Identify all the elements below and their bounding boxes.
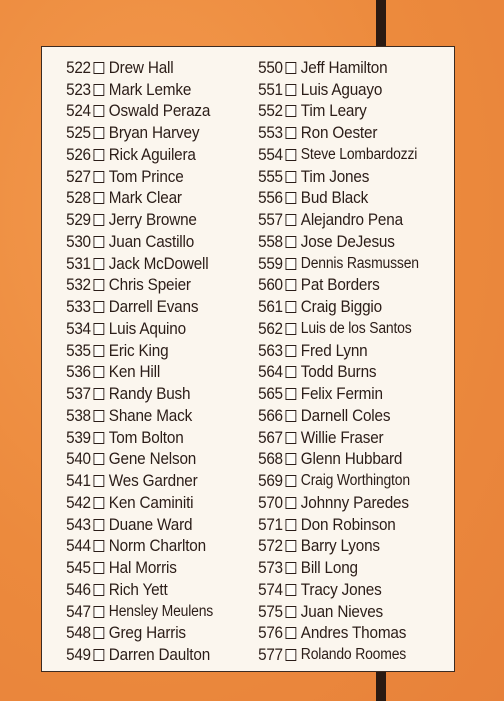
checkbox[interactable]	[286, 236, 297, 248]
checkbox[interactable]	[286, 627, 297, 639]
player-name: Luis Aguayo	[300, 79, 383, 99]
checklist-row	[62, 601, 213, 623]
card-number: 562	[258, 318, 283, 338]
player-name: Rick Aguilera	[108, 144, 196, 164]
player-name: Don Robinson	[300, 514, 396, 534]
checklist-row	[254, 383, 419, 405]
card-number: 539	[66, 427, 91, 447]
player-name: Tracy Jones	[300, 579, 382, 599]
checklist-row	[254, 492, 419, 514]
card-number: 553	[258, 123, 283, 143]
card-number: 542	[66, 492, 91, 512]
card-number: 556	[258, 188, 283, 208]
player-name: Juan Nieves	[300, 601, 384, 621]
checklist-row	[254, 144, 419, 166]
checklist-row	[254, 188, 419, 210]
card-number: 524	[66, 101, 91, 121]
checkbox[interactable]	[94, 410, 105, 422]
player-name: Norm Charlton	[108, 536, 206, 556]
checkbox[interactable]	[94, 475, 105, 487]
card-number: 527	[66, 166, 91, 186]
checkbox[interactable]	[286, 562, 297, 574]
player-name: Greg Harris	[108, 623, 186, 643]
checkbox[interactable]	[94, 127, 105, 139]
checkbox[interactable]	[94, 301, 105, 313]
player-name: Johnny Paredes	[300, 492, 409, 512]
checkbox[interactable]	[94, 432, 105, 444]
checklist-row	[254, 57, 419, 79]
player-name: Gene Nelson	[108, 449, 197, 469]
checkbox[interactable]	[286, 584, 297, 596]
card-number: 543	[66, 514, 91, 534]
checkbox[interactable]	[286, 127, 297, 139]
checkbox[interactable]	[286, 301, 297, 313]
card-number: 530	[66, 231, 91, 251]
checkbox[interactable]	[286, 366, 297, 378]
checklist-row	[62, 122, 213, 144]
checkbox[interactable]	[94, 519, 105, 531]
checkbox[interactable]	[94, 258, 105, 270]
player-name: Craig Worthington	[300, 472, 410, 490]
checklist-row	[254, 340, 419, 362]
checklist-row	[254, 470, 419, 492]
card-number: 550	[258, 57, 283, 77]
player-name: Oswald Peraza	[108, 101, 211, 121]
checklist-row	[62, 296, 213, 318]
checklist-row	[62, 144, 213, 166]
checklist-row	[254, 318, 419, 340]
checklist-right-column	[254, 57, 437, 666]
checklist-row	[254, 253, 419, 275]
checkbox[interactable]	[94, 345, 105, 357]
checkbox[interactable]	[94, 497, 105, 509]
checklist-row	[254, 536, 419, 558]
checklist-row	[254, 209, 419, 231]
card-number: 567	[258, 427, 283, 447]
checklist-row	[254, 122, 419, 144]
card-number: 557	[258, 210, 283, 230]
checkbox[interactable]	[94, 171, 105, 183]
player-name: Tom Bolton	[108, 427, 184, 447]
card-number: 575	[258, 601, 283, 621]
card-number: 555	[258, 166, 283, 186]
card-number: 531	[66, 253, 91, 273]
player-name: Juan Castillo	[108, 231, 195, 251]
checklist-row	[254, 579, 419, 601]
player-name: Willie Fraser	[300, 427, 384, 447]
card-number: 525	[66, 123, 91, 143]
checkbox[interactable]	[94, 236, 105, 248]
player-name: Luis de los Santos	[300, 319, 412, 337]
checklist-row	[254, 362, 419, 384]
player-name: Felix Fermin	[300, 384, 383, 404]
bottom-border-stripe	[376, 672, 386, 701]
checklist-row	[254, 449, 419, 471]
player-name: Alejandro Pena	[300, 210, 403, 230]
card-number: 570	[258, 492, 283, 512]
player-name: Hensley Meulens	[108, 602, 214, 620]
card-number: 536	[66, 362, 91, 382]
card-number: 544	[66, 536, 91, 556]
player-name: Luis Aquino	[108, 318, 186, 338]
checkbox[interactable]	[94, 323, 105, 335]
player-name: Drew Hall	[108, 57, 174, 77]
player-name: Darnell Coles	[300, 405, 391, 425]
player-name: Dennis Rasmussen	[300, 254, 419, 272]
checklist-row	[62, 492, 213, 514]
card-number: 576	[258, 623, 283, 643]
checklist-row	[254, 557, 419, 579]
checklist-row	[62, 470, 213, 492]
card-number: 560	[258, 275, 283, 295]
checklist-row	[254, 427, 419, 449]
player-name: Bill Long	[300, 558, 358, 578]
player-name: Mark Clear	[108, 188, 182, 208]
checklist-row	[62, 101, 213, 123]
card-number: 528	[66, 188, 91, 208]
card-number: 552	[258, 101, 283, 121]
checklist-row	[62, 188, 213, 210]
checkbox[interactable]	[94, 214, 105, 226]
checkbox[interactable]	[286, 345, 297, 357]
player-name: Jerry Browne	[108, 210, 197, 230]
card-number: 549	[66, 645, 91, 665]
card-number: 538	[66, 405, 91, 425]
card-number: 529	[66, 210, 91, 230]
card-number: 532	[66, 275, 91, 295]
checklist-row	[62, 557, 213, 579]
checkbox[interactable]	[286, 540, 297, 552]
checklist-row	[62, 644, 213, 666]
player-name: Tim Leary	[300, 101, 367, 121]
card-number: 533	[66, 297, 91, 317]
card-number: 572	[258, 536, 283, 556]
player-name: Barry Lyons	[300, 536, 380, 556]
checkbox[interactable]	[94, 62, 105, 74]
card-number: 563	[258, 340, 283, 360]
player-name: Randy Bush	[108, 384, 191, 404]
checkbox[interactable]	[286, 432, 297, 444]
player-name: Wes Gardner	[108, 471, 198, 491]
checklist-row	[62, 536, 213, 558]
checklist-row	[62, 79, 213, 101]
checkbox[interactable]	[94, 192, 105, 204]
checkbox[interactable]	[94, 388, 105, 400]
player-name: Mark Lemke	[108, 79, 192, 99]
checklist-row	[254, 275, 419, 297]
player-name: Darrell Evans	[108, 297, 199, 317]
player-name: Craig Biggio	[300, 297, 382, 317]
player-name: Hal Morris	[108, 558, 177, 578]
checkbox[interactable]	[286, 62, 297, 74]
card-number: 546	[66, 579, 91, 599]
checklist-row	[62, 318, 213, 340]
checkbox[interactable]	[94, 279, 105, 291]
checkbox[interactable]	[94, 584, 105, 596]
card-number: 537	[66, 384, 91, 404]
player-name: Jose DeJesus	[300, 231, 395, 251]
checkbox[interactable]	[94, 627, 105, 639]
checklist-row	[254, 514, 419, 536]
player-name: Rich Yett	[108, 579, 168, 599]
checklist-row	[254, 296, 419, 318]
checklist-row	[62, 253, 213, 275]
checkbox[interactable]	[94, 606, 105, 618]
checkbox[interactable]	[94, 105, 105, 117]
checklist-row	[62, 449, 213, 471]
checklist-left-column	[62, 57, 230, 666]
card-number: 523	[66, 79, 91, 99]
player-name: Jeff Hamilton	[300, 57, 388, 77]
checklist-panel	[41, 46, 455, 672]
card-number: 558	[258, 231, 283, 251]
checkbox[interactable]	[94, 149, 105, 161]
card-number: 548	[66, 623, 91, 643]
card-number: 561	[258, 297, 283, 317]
card-number: 564	[258, 362, 283, 382]
player-name: Ken Caminiti	[108, 492, 194, 512]
player-name: Tim Jones	[300, 166, 370, 186]
player-name: Todd Burns	[300, 362, 377, 382]
card-number: 522	[66, 57, 91, 77]
checkbox[interactable]	[286, 149, 297, 161]
player-name: Ken Hill	[108, 362, 161, 382]
card-number: 568	[258, 449, 283, 469]
checklist-row	[254, 405, 419, 427]
card-number: 535	[66, 340, 91, 360]
card-number: 540	[66, 449, 91, 469]
checklist-row	[254, 601, 419, 623]
checkbox[interactable]	[286, 192, 297, 204]
checklist-row	[62, 579, 213, 601]
checkbox[interactable]	[286, 388, 297, 400]
card-number: 554	[258, 144, 283, 164]
checkbox[interactable]	[286, 258, 297, 270]
player-name: Bud Black	[300, 188, 369, 208]
checkbox[interactable]	[286, 279, 297, 291]
card-number: 566	[258, 405, 283, 425]
card-number: 574	[258, 579, 283, 599]
player-name: Bryan Harvey	[108, 123, 200, 143]
checkbox[interactable]	[94, 453, 105, 465]
player-name: Ron Oester	[300, 123, 378, 143]
checkbox[interactable]	[94, 649, 105, 661]
player-name: Pat Borders	[300, 275, 380, 295]
checklist-row	[62, 209, 213, 231]
checkbox[interactable]	[286, 453, 297, 465]
checkbox[interactable]	[286, 649, 297, 661]
checkbox[interactable]	[286, 105, 297, 117]
player-name: Eric King	[108, 340, 169, 360]
card-number: 577	[258, 645, 283, 665]
card-number: 541	[66, 471, 91, 491]
checkbox[interactable]	[286, 497, 297, 509]
card-number: 569	[258, 471, 283, 491]
checkbox[interactable]	[286, 475, 297, 487]
checklist-row	[62, 362, 213, 384]
card-number: 526	[66, 144, 91, 164]
checkbox[interactable]	[286, 171, 297, 183]
player-name: Rolando Roomes	[300, 646, 407, 664]
card-number: 571	[258, 514, 283, 534]
checklist-row	[62, 623, 213, 645]
player-name: Duane Ward	[108, 514, 193, 534]
checklist-row	[62, 231, 213, 253]
checkbox[interactable]	[286, 519, 297, 531]
card-number: 534	[66, 318, 91, 338]
checklist-row	[62, 383, 213, 405]
checkbox[interactable]	[286, 214, 297, 226]
card-number: 559	[258, 253, 283, 273]
checklist-row	[62, 405, 213, 427]
player-name: Jack McDowell	[108, 253, 209, 273]
checklist-row	[62, 166, 213, 188]
player-name: Chris Speier	[108, 275, 191, 295]
checkbox[interactable]	[286, 410, 297, 422]
player-name: Glenn Hubbard	[300, 449, 403, 469]
card-number: 545	[66, 558, 91, 578]
checklist-row	[62, 57, 213, 79]
checklist-row	[254, 166, 419, 188]
player-name: Fred Lynn	[300, 340, 368, 360]
checkbox[interactable]	[286, 323, 297, 335]
checklist-row	[62, 427, 213, 449]
checkbox[interactable]	[94, 540, 105, 552]
player-name: Darren Daulton	[108, 645, 211, 665]
player-name: Tom Prince	[108, 166, 184, 186]
checklist-row	[254, 101, 419, 123]
checklist-row	[254, 231, 419, 253]
card-number: 573	[258, 558, 283, 578]
checkbox[interactable]	[94, 366, 105, 378]
checklist-row	[254, 623, 419, 645]
checklist-row	[62, 275, 213, 297]
checkbox[interactable]	[286, 606, 297, 618]
card-number: 551	[258, 79, 283, 99]
player-name: Shane Mack	[108, 405, 193, 425]
player-name: Steve Lombardozzi	[300, 145, 418, 163]
checkbox[interactable]	[94, 562, 105, 574]
player-name: Andres Thomas	[300, 623, 407, 643]
checklist-row	[254, 644, 419, 666]
card-number: 547	[66, 601, 91, 621]
checklist-row	[254, 79, 419, 101]
checklist-row	[62, 514, 213, 536]
checklist-row	[62, 340, 213, 362]
checkbox[interactable]	[286, 84, 297, 96]
top-border-stripe	[376, 0, 386, 46]
checkbox[interactable]	[94, 84, 105, 96]
card-number: 565	[258, 384, 283, 404]
